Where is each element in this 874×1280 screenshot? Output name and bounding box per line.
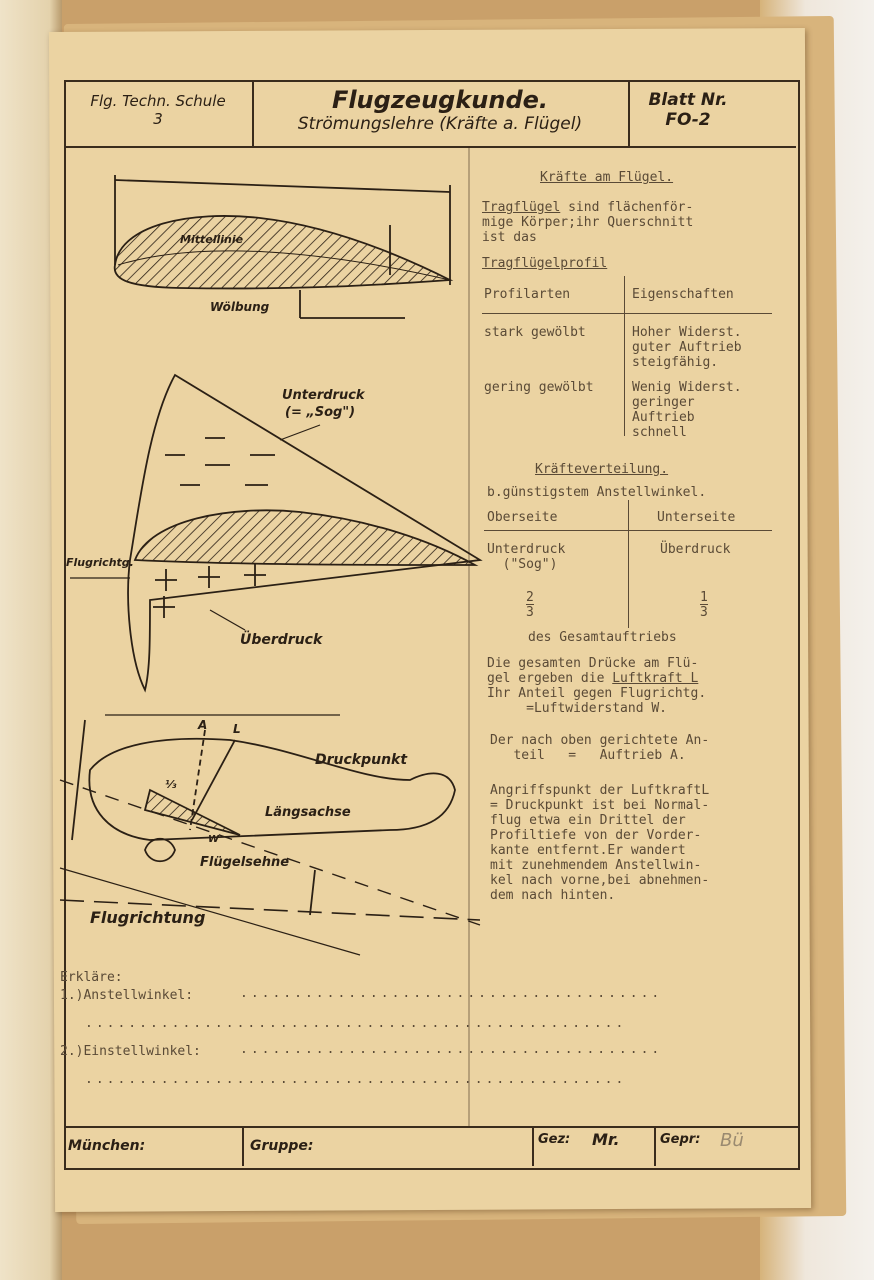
paragraph-pressures: [487, 656, 706, 716]
fraction-upper-num: 2: [526, 590, 534, 605]
footer-checked-label: Gepr:: [660, 1132, 701, 1147]
table1-row2-type: gering gewölbt: [484, 380, 594, 395]
label-center-of-pressure: Druckpunkt: [315, 752, 408, 768]
paragraph-lift: Der nach oben gerichtete An- teil = Auftrieb A.: [490, 733, 710, 763]
exercise-item-2: 2.)Einstellwinkel:: [60, 1044, 201, 1059]
table2-header-upper: Oberseite: [487, 510, 558, 525]
table2-lower-value: Überdruck: [660, 542, 731, 557]
sheet-label: Blatt Nr.: [648, 90, 728, 110]
table1-header-types: Profilarten: [484, 287, 571, 302]
footer-checked-signature: Bü: [720, 1130, 744, 1151]
sheet-subtitle: Strömungslehre (Kräfte a. Flügel): [297, 114, 583, 134]
minus-signs: [165, 438, 275, 485]
paragraph-center-of-pressure: Angriffspunkt der LuftkraftL = Druckpunkt ist bei Normal- flug etwa ein Drittel der Profiltiefe von der Vorder- kante entfernt.Er wandert mit zunehmendem Anstellwin- kel nach vorne,bei abnehmen- dem nach hinten.: [490, 783, 710, 903]
exercise-item-1: 1.)Anstellwinkel:: [60, 988, 194, 1003]
table2-divider: [628, 500, 629, 628]
label-chord: Flügelsehne: [200, 855, 290, 870]
school-number: 3: [153, 110, 163, 128]
label-flight-direction-short: Flugrichtg.: [66, 556, 134, 569]
fraction-upper-den: 3: [526, 605, 534, 620]
term-wing: Tragflügel: [482, 200, 561, 215]
table1-row2-props: Wenig Widerst. geringer Auftrieb schnell: [632, 380, 742, 440]
table1-divider: [624, 276, 625, 436]
pressures-text: Die gesamten Drücke am Flü- gel ergeben die: [487, 656, 699, 686]
footer-city-cell: [64, 1126, 244, 1166]
answer-line-1a[interactable]: .......................................: [240, 986, 663, 1001]
term-air-force: Luftkraft L: [612, 671, 699, 686]
label-suction-note: (= „Sog"): [285, 405, 356, 420]
footer-group: Gruppe:: [250, 1138, 314, 1154]
label-overpressure: Überdruck: [240, 632, 323, 648]
label-flight-direction: Flugrichtung: [90, 908, 206, 927]
table2-header-lower: Unterseite: [657, 510, 736, 525]
label-force-l: L: [233, 722, 241, 736]
sheet-number: FO-2: [665, 110, 711, 130]
label-camber: Wölbung: [210, 300, 270, 314]
label-longitudinal-axis: Längsachse: [265, 805, 351, 820]
airfoil-profile-diagram: [115, 175, 450, 318]
subheading-angle: b.günstigstem Anstellwinkel.: [487, 485, 707, 500]
table1-header-properties: Eigenschaften: [632, 287, 734, 302]
table2-upper-value: Unterdruck ("Sog"): [487, 542, 566, 572]
footer-drawn-cell: [534, 1126, 656, 1166]
fraction-lower: [700, 590, 708, 620]
table1-rule: [482, 313, 772, 314]
footer-drawn-label: Gez:: [538, 1132, 571, 1147]
answer-line-1b[interactable]: ..................................................: [85, 1016, 627, 1031]
drag-text: Ihr Anteil gegen Flugrichtg. =Luftwiderstand W.: [487, 686, 707, 716]
paragraph-wing: [482, 200, 693, 245]
answer-line-2b[interactable]: ..................................................: [85, 1072, 627, 1087]
table1-row1-props: Hoher Widerst. guter Auftrieb steigfähig.: [632, 325, 742, 370]
table1-row1-type: stark gewölbt: [484, 325, 586, 340]
label-mean-line: Mittellinie: [180, 233, 244, 246]
footer-group-cell: [244, 1126, 534, 1166]
label-lift-a: A: [198, 718, 208, 732]
label-suction: Unterdruck: [282, 388, 365, 403]
answer-line-2a[interactable]: .......................................: [240, 1042, 663, 1057]
fraction-lower-num: 1: [700, 590, 708, 605]
wing-text: sind flächenför- mige Körper;ihr Querschnitt ist das: [482, 200, 694, 245]
exercise-label: Erkläre:: [60, 970, 123, 985]
footer-city: München:: [68, 1138, 146, 1154]
footer-checked-cell: [656, 1126, 796, 1166]
footer-drawn-signature: Mr.: [592, 1130, 620, 1149]
school-name: Flg. Techn. Schule: [90, 92, 226, 110]
sheet-title: Flugzeugkunde.: [331, 86, 549, 114]
heading-force-distribution: Kräfteverteilung.: [535, 462, 669, 477]
heading-forces: Kräfte am Flügel.: [540, 170, 674, 185]
term-wing-profile: Tragflügelprofil: [482, 256, 608, 271]
plus-signs: [153, 564, 266, 618]
fraction-lower-den: 3: [700, 605, 708, 620]
fraction-upper: [526, 590, 534, 620]
label-one-third: ⅓: [165, 778, 177, 791]
total-lift-note: des Gesamtauftriebs: [528, 630, 677, 645]
label-drag-w: W: [208, 834, 220, 845]
